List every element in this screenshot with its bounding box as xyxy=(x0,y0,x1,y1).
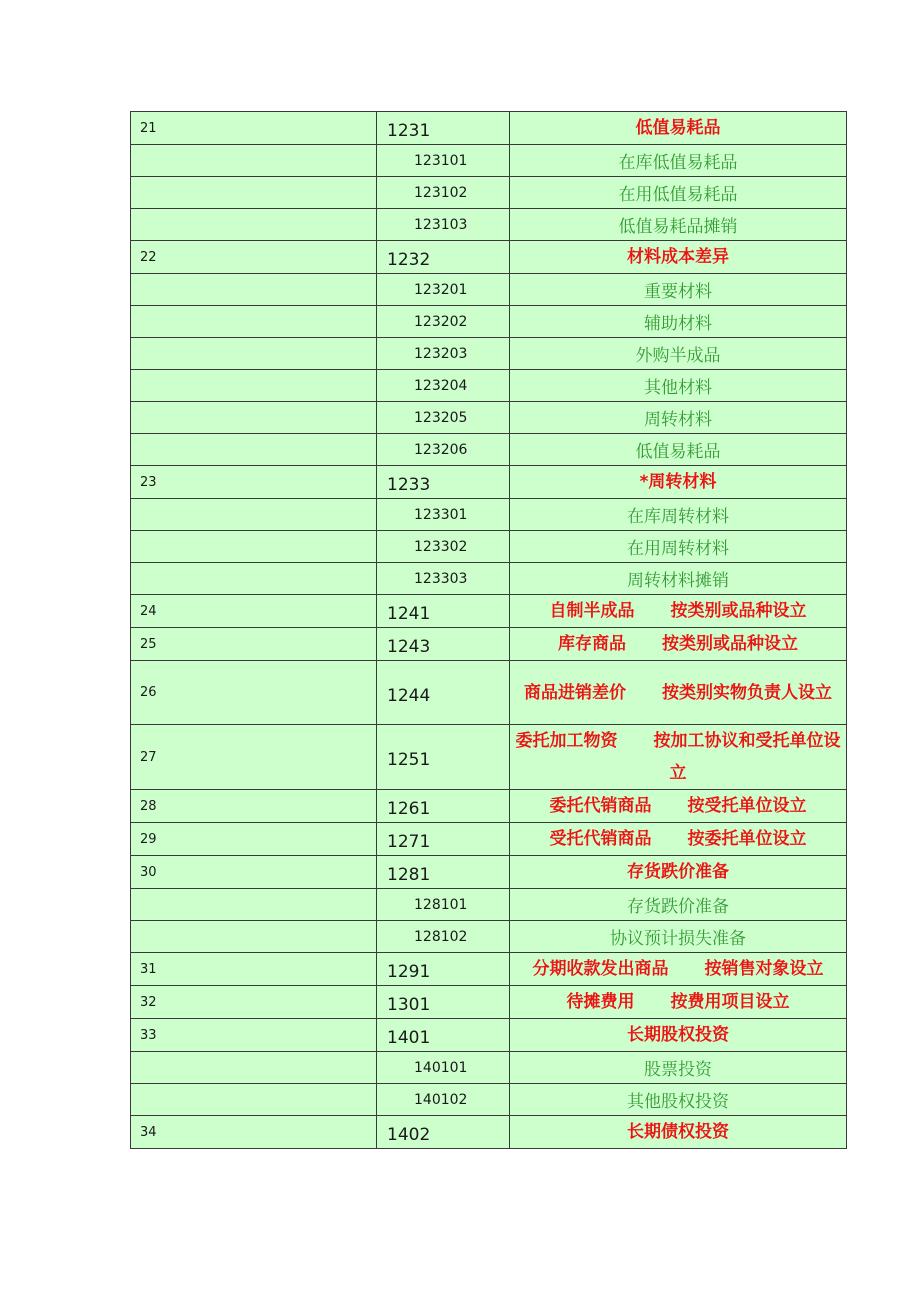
account-code: 1401 xyxy=(377,1019,510,1052)
table-row xyxy=(131,1052,847,1084)
table-row xyxy=(131,531,847,563)
account-name: 待摊费用 xyxy=(566,992,635,1012)
account-name-cell xyxy=(510,145,847,177)
account-name: 库存商品 xyxy=(558,634,626,654)
row-number xyxy=(131,1052,377,1084)
row-number xyxy=(131,306,377,338)
row-number xyxy=(131,370,377,402)
table-row xyxy=(131,177,847,209)
table-row xyxy=(131,306,847,338)
table-row xyxy=(131,1084,847,1116)
account-name-cell xyxy=(510,177,847,209)
account-name-cell xyxy=(510,725,847,790)
row-number xyxy=(131,889,377,921)
account-code: 123103 xyxy=(377,209,510,241)
table-row xyxy=(131,1019,847,1052)
table-row xyxy=(131,434,847,466)
table-row xyxy=(131,953,847,986)
account-name-cell xyxy=(510,306,847,338)
account-name: 受托代销商品 xyxy=(549,829,652,849)
account-name-cell xyxy=(510,274,847,306)
account-code: 123205 xyxy=(377,402,510,434)
account-name-cell xyxy=(510,209,847,241)
table-row xyxy=(131,823,847,856)
account-name-cell xyxy=(510,889,847,921)
accounts-table xyxy=(130,111,847,1149)
account-setup-note: 按费用项目设立 xyxy=(670,992,790,1012)
row-number: 22 xyxy=(131,241,377,274)
account-setup-note: 按受托单位设立 xyxy=(687,796,807,816)
row-number xyxy=(131,274,377,306)
account-name-cell xyxy=(510,986,847,1019)
account-name-cell xyxy=(510,823,847,856)
account-code: 1402 xyxy=(377,1116,510,1149)
account-code: 1251 xyxy=(377,725,510,790)
row-number: 24 xyxy=(131,595,377,628)
account-setup-note: 按类别实物负责人设立 xyxy=(662,682,832,703)
account-name-cell xyxy=(510,402,847,434)
account-name-cell xyxy=(510,370,847,402)
account-name-cell xyxy=(510,466,847,499)
table-row xyxy=(131,661,847,725)
account-code: 123203 xyxy=(377,338,510,370)
account-name-cell xyxy=(510,434,847,466)
account-name: 在用周转材料 xyxy=(627,539,729,559)
row-number: 26 xyxy=(131,661,377,725)
account-code: 128101 xyxy=(377,889,510,921)
table-row xyxy=(131,241,847,274)
table-row xyxy=(131,274,847,306)
table-row xyxy=(131,370,847,402)
table-row xyxy=(131,145,847,177)
account-name: 低值易耗品摊销 xyxy=(618,217,738,237)
account-name-cell xyxy=(510,856,847,889)
account-code: 140102 xyxy=(377,1084,510,1116)
row-number xyxy=(131,921,377,953)
table-row xyxy=(131,856,847,889)
row-number: 34 xyxy=(131,1116,377,1149)
account-code: 1261 xyxy=(377,790,510,823)
account-code: 123202 xyxy=(377,306,510,338)
account-name-cell xyxy=(510,1019,847,1052)
account-name: 长期股权投资 xyxy=(627,1025,729,1045)
account-name: 辅助材料 xyxy=(644,314,712,334)
account-name: 重要材料 xyxy=(644,282,712,302)
row-number xyxy=(131,145,377,177)
table-row xyxy=(131,921,847,953)
account-code: 1271 xyxy=(377,823,510,856)
account-name: 材料成本差异 xyxy=(627,247,729,267)
account-name-cell xyxy=(510,112,847,145)
account-name-cell xyxy=(510,921,847,953)
account-name-cell xyxy=(510,563,847,595)
account-code: 123302 xyxy=(377,531,510,563)
table-row xyxy=(131,499,847,531)
table-row xyxy=(131,725,847,790)
account-name-cell xyxy=(510,1052,847,1084)
account-name-cell xyxy=(510,531,847,563)
account-code: 123303 xyxy=(377,563,510,595)
row-number xyxy=(131,531,377,563)
row-number xyxy=(131,563,377,595)
account-code: 1241 xyxy=(377,595,510,628)
account-name-cell xyxy=(510,790,847,823)
account-name: 分期收款发出商品 xyxy=(532,959,669,979)
account-name: 协议预计损失准备 xyxy=(610,929,746,949)
table-row xyxy=(131,466,847,499)
account-code: 123102 xyxy=(377,177,510,209)
account-setup-note: 按类别或品种设立 xyxy=(662,634,798,654)
account-setup-note: 按销售对象设立 xyxy=(704,959,824,979)
account-code: 1231 xyxy=(377,112,510,145)
account-setup-note: 按类别或品种设立 xyxy=(670,601,807,621)
account-name: 在用低值易耗品 xyxy=(618,185,738,205)
account-code: 1291 xyxy=(377,953,510,986)
account-name-cell xyxy=(510,1116,847,1149)
table-row xyxy=(131,402,847,434)
table-row xyxy=(131,209,847,241)
account-name: 委托代销商品 xyxy=(549,796,652,816)
account-name-cell xyxy=(510,241,847,274)
account-code: 1281 xyxy=(377,856,510,889)
account-code: 123204 xyxy=(377,370,510,402)
table-row xyxy=(131,1116,847,1149)
account-code: 123301 xyxy=(377,499,510,531)
row-number xyxy=(131,209,377,241)
account-name-cell xyxy=(510,1084,847,1116)
account-name: 外购半成品 xyxy=(635,346,721,366)
table-row xyxy=(131,790,847,823)
row-number: 28 xyxy=(131,790,377,823)
row-number: 23 xyxy=(131,466,377,499)
account-name: 长期债权投资 xyxy=(627,1122,729,1142)
account-name: 周转材料摊销 xyxy=(627,571,729,591)
table-row xyxy=(131,563,847,595)
account-name: 委托加工物资 xyxy=(515,731,618,751)
row-number xyxy=(131,499,377,531)
account-code: 128102 xyxy=(377,921,510,953)
account-name: *周转材料 xyxy=(639,472,717,492)
account-code: 123101 xyxy=(377,145,510,177)
account-name: 低值易耗品 xyxy=(635,442,721,462)
account-name-cell xyxy=(510,595,847,628)
account-code: 1301 xyxy=(377,986,510,1019)
account-code: 1232 xyxy=(377,241,510,274)
account-code: 1244 xyxy=(377,661,510,725)
row-number: 29 xyxy=(131,823,377,856)
row-number: 27 xyxy=(131,725,377,790)
account-name-cell xyxy=(510,628,847,661)
table-row xyxy=(131,112,847,145)
account-code: 1233 xyxy=(377,466,510,499)
account-setup-note: 按委托单位设立 xyxy=(687,829,807,849)
account-name: 其他股权投资 xyxy=(627,1092,729,1112)
row-number xyxy=(131,434,377,466)
account-name: 在库周转材料 xyxy=(627,507,729,527)
row-number: 31 xyxy=(131,953,377,986)
account-name: 股票投资 xyxy=(644,1060,712,1080)
row-number xyxy=(131,338,377,370)
row-number: 30 xyxy=(131,856,377,889)
account-name-cell xyxy=(510,499,847,531)
account-name-cell xyxy=(510,338,847,370)
table-row xyxy=(131,889,847,921)
account-name: 周转材料 xyxy=(644,410,712,430)
account-name: 自制半成品 xyxy=(549,601,635,621)
account-name-cell xyxy=(510,661,847,725)
table-row xyxy=(131,986,847,1019)
account-code: 140101 xyxy=(377,1052,510,1084)
row-number xyxy=(131,177,377,209)
row-number: 21 xyxy=(131,112,377,145)
account-code: 123206 xyxy=(377,434,510,466)
row-number xyxy=(131,1084,377,1116)
table-row xyxy=(131,338,847,370)
account-name: 存货跌价准备 xyxy=(627,862,729,882)
account-name: 低值易耗品 xyxy=(635,118,721,138)
row-number: 33 xyxy=(131,1019,377,1052)
row-number: 25 xyxy=(131,628,377,661)
row-number xyxy=(131,402,377,434)
account-setup-note: 按加工协议和受托单位设立 xyxy=(653,731,841,783)
account-name: 在库低值易耗品 xyxy=(618,153,738,173)
account-name-cell xyxy=(510,953,847,986)
account-code: 1243 xyxy=(377,628,510,661)
table-row xyxy=(131,595,847,628)
account-name: 其他材料 xyxy=(644,378,712,398)
account-name: 存货跌价准备 xyxy=(627,897,729,917)
account-name: 商品进销差价 xyxy=(524,682,626,703)
row-number: 32 xyxy=(131,986,377,1019)
table-row xyxy=(131,628,847,661)
account-code: 123201 xyxy=(377,274,510,306)
